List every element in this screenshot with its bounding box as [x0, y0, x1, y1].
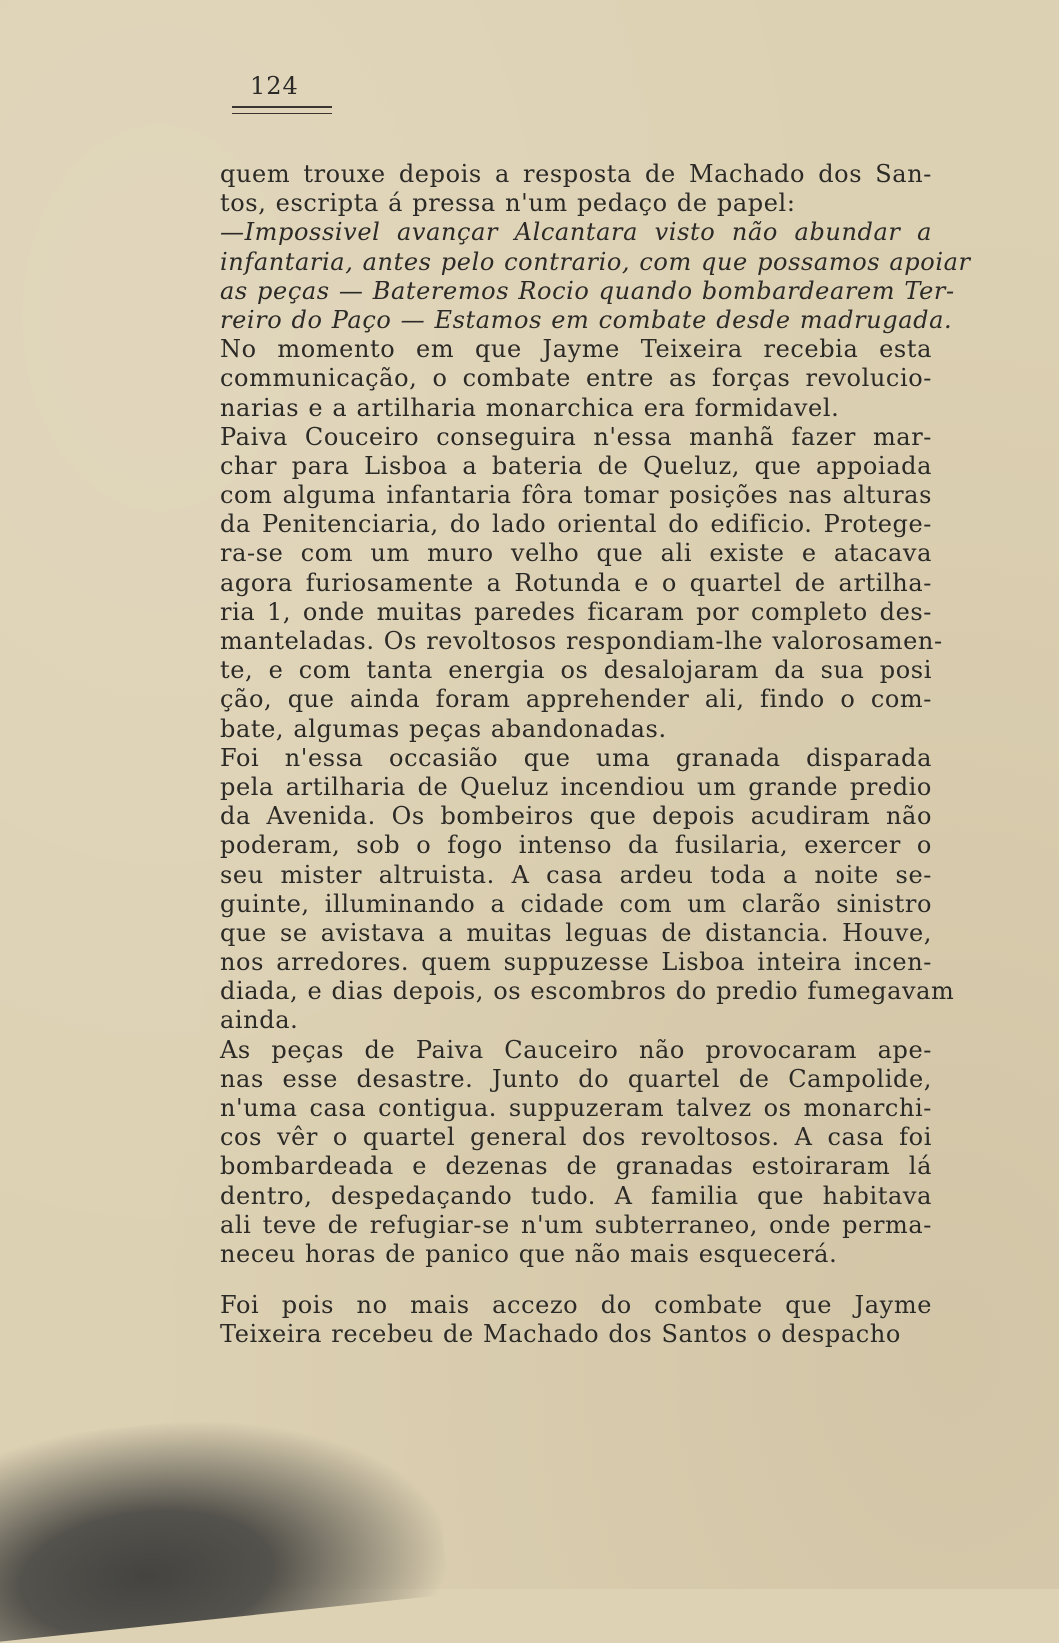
text-line: ainda. [220, 1006, 299, 1035]
text-line: char para Lisboa a bateria de Queluz, que appoiada [220, 451, 932, 480]
text-line: ção, que ainda foram apprehender ali, findo o com- [220, 685, 932, 714]
text-line: bombardeada e dezenas de granadas estoiraram lá [220, 1152, 932, 1181]
paragraph [220, 160, 932, 218]
text-line: poderam, sob o fogo intenso da fusilaria, exercer o [220, 831, 932, 860]
page-number-rule [232, 106, 332, 114]
text-line: neceu horas de panico que não mais esquecerá. [220, 1239, 838, 1268]
paragraph [220, 1036, 932, 1270]
text-line: agora furiosamente a Rotunda e o quartel de artilha- [220, 568, 932, 597]
paragraph [220, 218, 971, 335]
text-line: pela artilharia de Queluz incendiou um grande predio [220, 772, 932, 801]
text-line: Foi n'essa occasião que uma granada disparada [220, 743, 932, 772]
paragraph [220, 335, 932, 423]
paragraph [220, 1291, 932, 1349]
text-line: reiro do Paço — Estamos em combate desde madrugada. [220, 305, 953, 334]
text-line: communicação, o combate entre as forças revolucio- [220, 364, 932, 393]
text-line: diada, e dias depois, os escombros do predio fumegavam [220, 977, 955, 1006]
text-line: que se avistava a muitas leguas de distancia. Houve, [220, 918, 932, 947]
paragraph-gap [220, 1269, 932, 1291]
text-line: te, e com tanta energia os desalojaram da sua posi [220, 656, 932, 685]
text-line: da Penitenciaria, do lado oriental do edificio. Protege- [220, 510, 932, 539]
text-line: ali teve de refugiar-se n'um subterraneo, onde perma- [220, 1210, 932, 1239]
text-line: infantaria, antes pelo contrario, com que possamos apoiar [220, 247, 971, 276]
text-line: as peças — Bateremos Rocio quando bombardearem Ter- [220, 276, 955, 305]
paragraph [220, 743, 955, 1036]
text-line: ra-se com um muro velho que ali existe e atacava [220, 539, 932, 568]
text-line: com alguma infantaria fôra tomar posições nas alturas [220, 481, 932, 510]
ink-stain [0, 1396, 449, 1643]
text-line: n'uma casa contigua. suppuzeram talvez os monarchi- [220, 1094, 932, 1122]
text-line: da Avenida. Os bombeiros que depois acudiram não [220, 802, 932, 831]
text-line: manteladas. Os revoltosos respondiam-lhe valorosamen- [220, 627, 943, 655]
text-line: cos vêr o quartel general dos revoltosos. A casa foi [220, 1123, 932, 1152]
page-number: 124 [250, 72, 299, 100]
text-line: No momento em que Jayme Teixeira recebia esta [220, 335, 932, 364]
text-line: Teixeira recebeu de Machado dos Santos o despacho [220, 1320, 901, 1349]
text-line: tos, escripta á pressa n'um pedaço de papel: [220, 189, 796, 218]
text-line: narias e a artilharia monarchica era formidavel. [220, 393, 840, 422]
text-line: nos arredores. quem suppuzesse Lisboa inteira incen- [220, 948, 932, 977]
text-line: —Impossivel avançar Alcantara visto não abundar a [220, 218, 932, 247]
text-line: Paiva Couceiro conseguira n'essa manhã fazer mar- [220, 422, 932, 451]
text-line: bate, algumas peças abandonadas. [220, 714, 667, 743]
text-line: nas esse desastre. Junto do quartel de Campolide, [220, 1064, 932, 1093]
text-line: seu mister altruista. A casa ardeu toda a noite se- [220, 860, 932, 889]
text-line: As peças de Paiva Cauceiro não provocaram ape- [220, 1035, 932, 1064]
paragraph [220, 422, 943, 744]
text-line: dentro, despedaçando tudo. A familia que habitava [220, 1181, 932, 1210]
text-line: guinte, illuminando a cidade com um clarão sinistro [220, 889, 932, 918]
text-line: Foi pois no mais accezo do combate que Jayme [220, 1291, 932, 1320]
body-text [220, 160, 971, 1350]
text-line: ria 1, onde muitas paredes ficaram por completo des- [220, 597, 932, 626]
text-line: quem trouxe depois a resposta de Machado dos San- [220, 160, 932, 188]
